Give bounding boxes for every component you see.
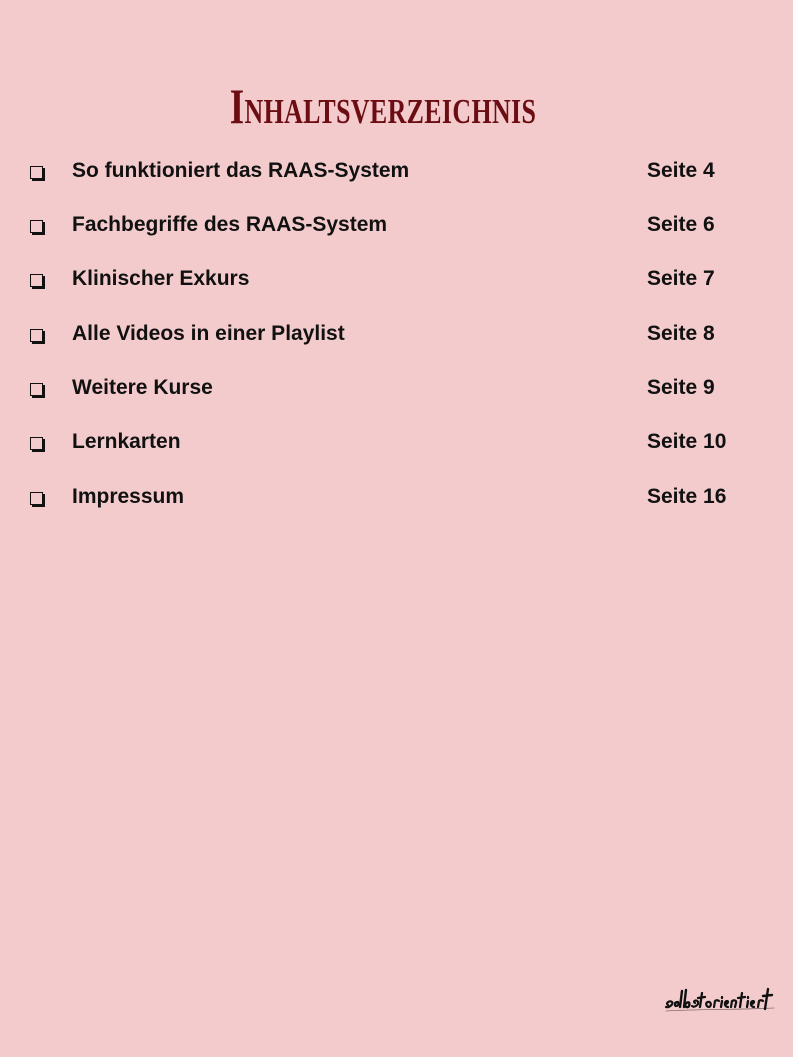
toc-entry[interactable] [0,308,793,362]
toc-entry-page: Seite 6 [647,213,715,236]
toc-entry[interactable] [0,471,793,525]
checkbox-icon[interactable] [30,166,43,179]
toc-entry-label: Fachbegriffe des RAAS-System [72,213,388,236]
toc-entry-label: Lernkarten [72,430,181,453]
toc-entry-label: Alle Videos in einer Playlist [72,322,345,345]
page-title: Inhaltsverzeichnis [229,78,537,134]
toc-entry-page: Seite 7 [647,267,715,290]
toc-entry-label: So funktioniert das RAAS-System [72,159,410,182]
toc-entry[interactable] [0,145,793,199]
toc-entry-label: Klinischer Exkurs [72,267,250,290]
toc-entry-page: Seite 10 [647,430,727,453]
checkbox-icon[interactable] [30,274,43,287]
toc-entry[interactable] [0,253,793,307]
toc-entry-page: Seite 8 [647,322,715,345]
toc-entry[interactable] [0,199,793,253]
toc-entry[interactable] [0,416,793,470]
checkbox-icon[interactable] [30,329,43,342]
checkbox-icon[interactable] [30,220,43,233]
toc-entry-page: Seite 4 [647,159,715,182]
toc-entry-page: Seite 9 [647,376,715,399]
checkbox-icon[interactable] [30,492,43,505]
toc-entry-page: Seite 16 [647,485,727,508]
checkbox-icon[interactable] [30,383,43,396]
brand-logo [664,978,776,1018]
toc-entry[interactable] [0,362,793,416]
toc-entry-label: Impressum [72,485,185,508]
checkbox-icon[interactable] [30,437,43,450]
toc-entry-label: Weitere Kurse [72,376,213,399]
